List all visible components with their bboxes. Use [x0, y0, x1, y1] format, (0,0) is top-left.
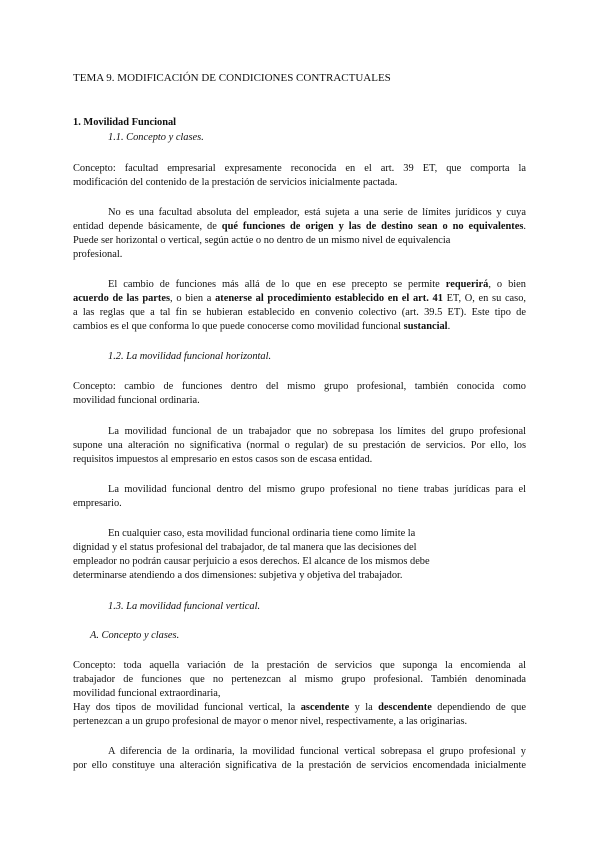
paragraph-line: pertenezcan a un grupo profesional de mayor o menor nivel, respectivamente, a las originarias. — [73, 716, 468, 727]
page-title: TEMA 9. MODIFICACIÓN DE CONDICIONES CONTRACTUALES — [73, 72, 391, 84]
paragraph-line: En cualquier caso, esta movilidad funcional ordinaria tiene como límite la — [108, 528, 416, 539]
subsection-heading: A. Concepto y clases. — [90, 630, 180, 641]
paragraph-line: No es una facultad absoluta del empleador, está sujeta a una serie de límites jurídicos y cuya — [108, 207, 526, 218]
paragraph-line: profesional. — [73, 249, 123, 260]
paragraph-line: Concepto: toda aquella variación de la prestación de servicios que suponga la encomienda al — [73, 660, 526, 671]
subsection-heading: 1.1. Concepto y clases. — [108, 132, 204, 143]
paragraph-line: a las reglas que a tal fin se hubieran establecido en convenio colectivo (art. 39.5 ET). Este tipo de — [73, 307, 526, 318]
paragraph-line: El cambio de funciones más allá de lo que en ese precepto se permite requerirá, o bien — [108, 279, 526, 290]
paragraph-line: La movilidad funcional de un trabajador que no sobrepasa los límites del grupo profesional — [108, 426, 526, 437]
paragraph-line: modificación del contenido de la prestación de servicios inicialmente pactada. — [73, 177, 398, 188]
paragraph-line: requisitos impuestos al empresario en estos casos son de escasa entidad. — [73, 454, 373, 465]
paragraph-line: Hay dos tipos de movilidad funcional vertical, la ascendente y la descendente dependiendo de que — [73, 702, 526, 713]
paragraph-line: dignidad y el status profesional del trabajador, de tal manera que las decisiones del — [73, 542, 417, 553]
paragraph-line: Concepto: cambio de funciones dentro del mismo grupo profesional, también conocida como — [73, 381, 526, 392]
paragraph-line: acuerdo de las partes, o bien a atenerse al procedimiento establecido en el art. 41 ET, O, en su caso, — [73, 293, 527, 304]
paragraph-line: movilidad funcional extraordinaria, — [73, 688, 221, 699]
paragraph-line: empleador no podrán causar perjuicio a esos derechos. El alcance de los mismos debe — [73, 556, 430, 567]
paragraph-line: cambios es el que conforma lo que puede conocerse como movilidad funcional sustancial. — [73, 321, 451, 332]
subsection-heading: 1.3. La movilidad funcional vertical. — [108, 601, 261, 612]
subsection-heading: 1.2. La movilidad funcional horizontal. — [108, 351, 272, 362]
paragraph-line: A diferencia de la ordinaria, la movilidad funcional vertical sobrepasa el grupo profesional y — [108, 746, 526, 757]
paragraph-line: trabajador de funciones que no pertenezcan al mismo grupo profesional. También denominada — [73, 674, 526, 685]
paragraph-line: empresario. — [73, 498, 122, 509]
paragraph-line: Concepto: facultad empresarial expresamente reconocida en el art. 39 ET, que comporta la — [73, 163, 526, 174]
section-heading: 1. Movilidad Funcional — [73, 117, 177, 128]
paragraph-line: por ello constituye una alteración significativa de la prestación de servicios encomendada inicialmente — [73, 760, 526, 771]
paragraph-line: movilidad funcional ordinaria. — [73, 395, 200, 406]
paragraph-line: Puede ser horizontal o vertical, según actúe o no dentro de un mismo nivel de equivalencia — [73, 235, 451, 246]
paragraph-line: La movilidad funcional dentro del mismo grupo profesional no tiene trabas jurídicas para el — [108, 484, 526, 495]
paragraph-line: supone una alteración no significativa (normal o regular) de su prestación de servicios. Por ello, los — [73, 440, 526, 451]
paragraph-line: determinarse atendiendo a dos dimensiones: subjetiva y objetiva del trabajador. — [73, 570, 403, 581]
paragraph-line: entidad depende básicamente, de qué funciones de origen y las de destino sean o no equivalentes. — [73, 221, 527, 232]
